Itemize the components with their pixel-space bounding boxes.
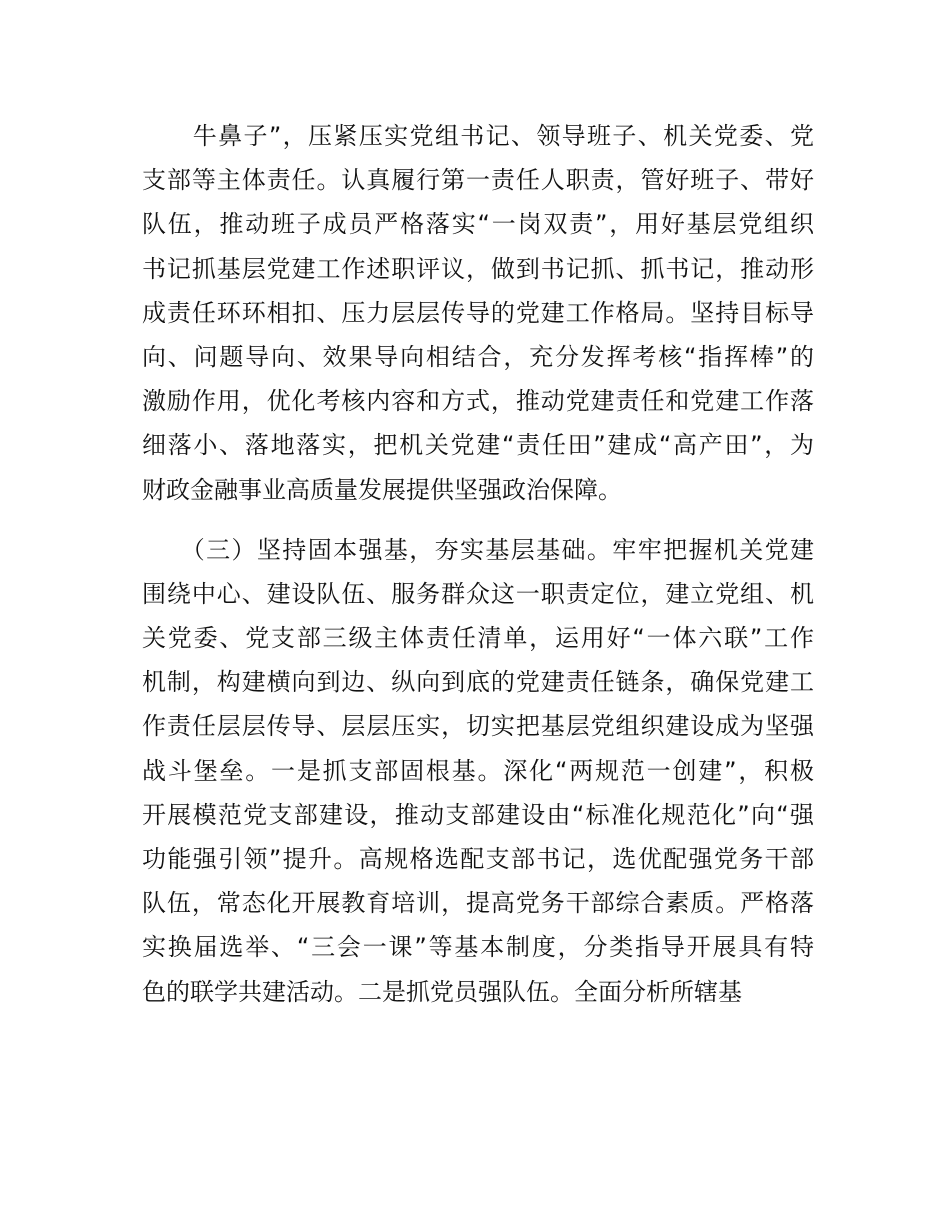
text-line: 财政金融事业高质量发展提供坚强政治保障。 [142,475,622,504]
text-line: 色的联学共建活动。二是抓党员强队伍。全面分析所辖基 [142,977,742,1006]
text-line: 成责任环环相扣、压力层层传导的党建工作格局。坚持目标导 [142,298,814,327]
text-line: 作责任层层传导、层层压实，切实把基层党组织建设成为坚强 [142,712,814,741]
text-line: （三）坚持固本强基，夯实基层基础。牢牢把握机关党建 [142,535,814,564]
text-line: 战斗堡垒。一是抓支部固根基。深化“两规范一创建”，积极 [142,756,814,785]
text-line: 牛鼻子”，压紧压实党组书记、领导班子、机关党委、党 [142,122,814,150]
text-line: 机制，构建横向到边、纵向到底的党建责任链条，确保党建工 [142,668,814,697]
paragraph-gap [142,512,814,528]
text-line: 开展模范党支部建设，推动支部建设由“标准化规范化”向“强 [142,800,814,829]
text-line: 队伍，常态化开展教育培训，提高党务干部综合素质。严格落 [142,889,814,918]
text-line: 关党委、党支部三级主体责任清单，运用好“一体六联”工作 [142,624,814,653]
text-line: 队伍，推动班子成员严格落实“一岗双责”，用好基层党组织 [142,210,814,239]
text-line: 向、问题导向、效果导向相结合，充分发挥考核“指挥棒”的 [142,342,814,371]
paragraph-1 [142,114,814,512]
text-line: 书记抓基层党建工作述职评议，做到书记抓、抓书记，推动形 [142,254,814,283]
text-line: 细落小、落地落实，把机关党建“责任田”建成“高产田”，为 [142,431,814,460]
text-line: 围绕中心、建设队伍、服务群众这一职责定位，建立党组、机 [142,579,814,608]
paragraph-2 [142,528,814,1014]
text-line: 激励作用，优化考核内容和方式，推动党建责任和党建工作落 [142,387,814,416]
text-line: 实换届选举、“三会一课”等基本制度，分类指导开展具有特 [142,933,814,962]
body-text [142,114,814,1014]
text-line: 功能强引领”提升。高规格选配支部书记，选优配强党务干部 [142,845,814,873]
text-line: 支部等主体责任。认真履行第一责任人职责，管好班子、带好 [142,166,814,195]
